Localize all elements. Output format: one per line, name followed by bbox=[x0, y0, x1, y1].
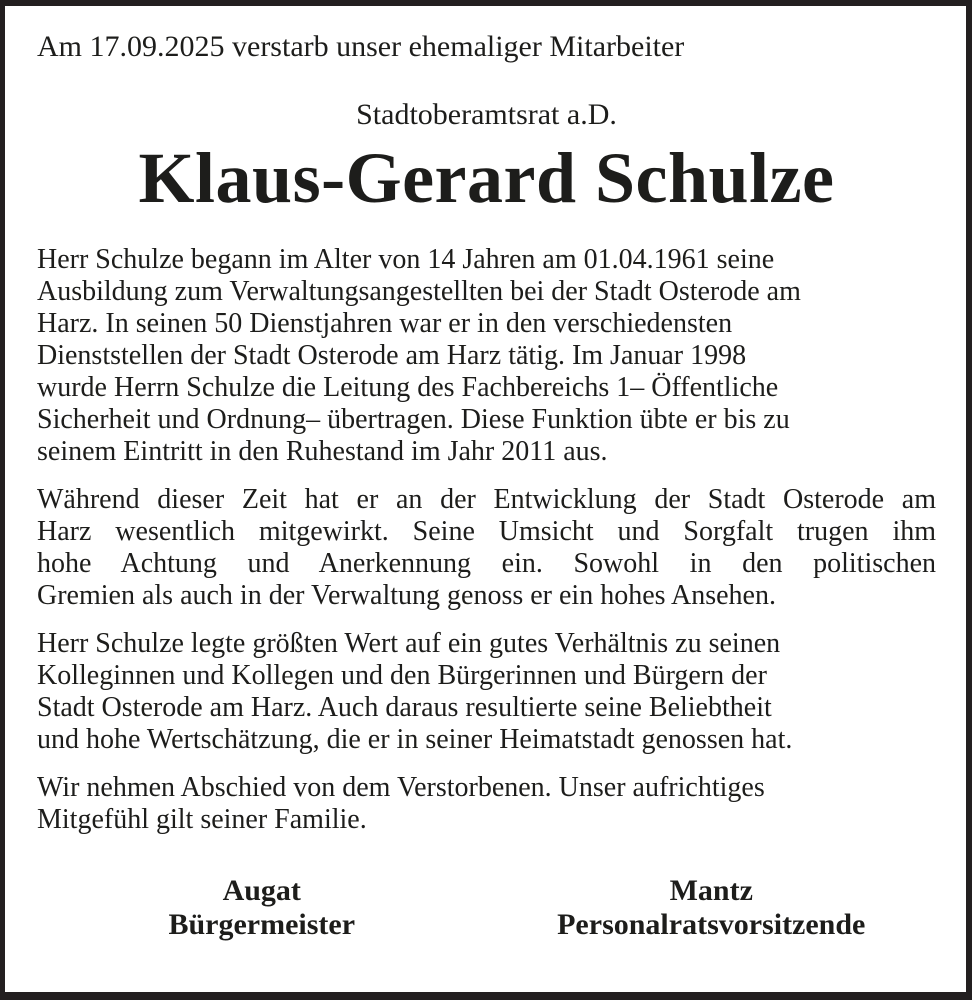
signature-name: Augat bbox=[222, 874, 301, 907]
paragraph-line: Sicherheit und Ordnung– übertragen. Diese Funktion übte er bis zu bbox=[37, 404, 790, 435]
paragraph-line: hohe Achtung und Anerkennung ein. Sowohl in den politischen bbox=[37, 548, 936, 579]
opening-line: Am 17.09.2025 verstarb unser ehemaliger Mitarbeiter bbox=[37, 30, 685, 63]
deceased-name: Klaus-Gerard Schulze bbox=[138, 138, 835, 218]
obituary-paragraph bbox=[37, 244, 936, 468]
paragraph-line: und hohe Wertschätzung, die er in seiner Heimatstadt genossen hat. bbox=[37, 724, 793, 755]
paragraph-line: Wir nehmen Abschied von dem Verstorbenen. Unser aufrichtiges bbox=[37, 772, 765, 803]
paragraph-line: Harz. In seinen 50 Dienstjahren war er in den verschiedensten bbox=[37, 308, 733, 339]
paragraph-line: Kolleginnen und Kollegen und den Bürgerinnen und Bürgern der bbox=[37, 660, 767, 691]
paragraph-line: Stadt Osterode am Harz. Auch daraus resultierte seine Beliebtheit bbox=[37, 692, 772, 723]
paragraph-line: Herr Schulze legte größten Wert auf ein gutes Verhältnis zu seinen bbox=[37, 628, 781, 659]
paragraph-line: wurde Herrn Schulze die Leitung des Fachbereichs 1– Öffentliche bbox=[37, 372, 779, 403]
paragraph-line: Herr Schulze begann im Alter von 14 Jahren am 01.04.1961 seine bbox=[37, 244, 775, 275]
signature-role: Bürgermeister bbox=[168, 908, 356, 941]
signature-role: Personalratsvorsitzende bbox=[557, 908, 866, 941]
paragraph-line: Dienststellen der Stadt Osterode am Harz tätig. Im Januar 1998 bbox=[37, 340, 747, 371]
paragraph-line: Mitgefühl gilt seiner Familie. bbox=[37, 804, 367, 835]
obituary-paragraph bbox=[37, 772, 936, 836]
paragraph-line: Harz wesentlich mitgewirkt. Seine Umsicht und Sorgfalt trugen ihm bbox=[37, 516, 936, 547]
signature-name: Mantz bbox=[669, 874, 753, 907]
notice-content bbox=[5, 6, 966, 942]
paragraph-section bbox=[37, 244, 936, 836]
deceased-title-prefix: Stadtoberamtsrat a.D. bbox=[356, 98, 617, 131]
paragraph-line: Ausbildung zum Verwaltungsangestellten bei der Stadt Osterode am bbox=[37, 276, 801, 307]
signature-row bbox=[37, 874, 936, 942]
paragraph-line: seinem Eintritt in den Ruhestand im Jahr 2011 aus. bbox=[37, 436, 608, 467]
signature-right bbox=[487, 874, 937, 942]
paragraph-line: Während dieser Zeit hat er an der Entwicklung der Stadt Osterode am bbox=[37, 484, 936, 515]
obituary-paragraph bbox=[37, 484, 936, 612]
signature-left bbox=[37, 874, 487, 942]
paragraph-line: Gremien als auch in der Verwaltung genoss er ein hohes Ansehen. bbox=[37, 580, 776, 611]
obituary-paragraph bbox=[37, 628, 936, 756]
